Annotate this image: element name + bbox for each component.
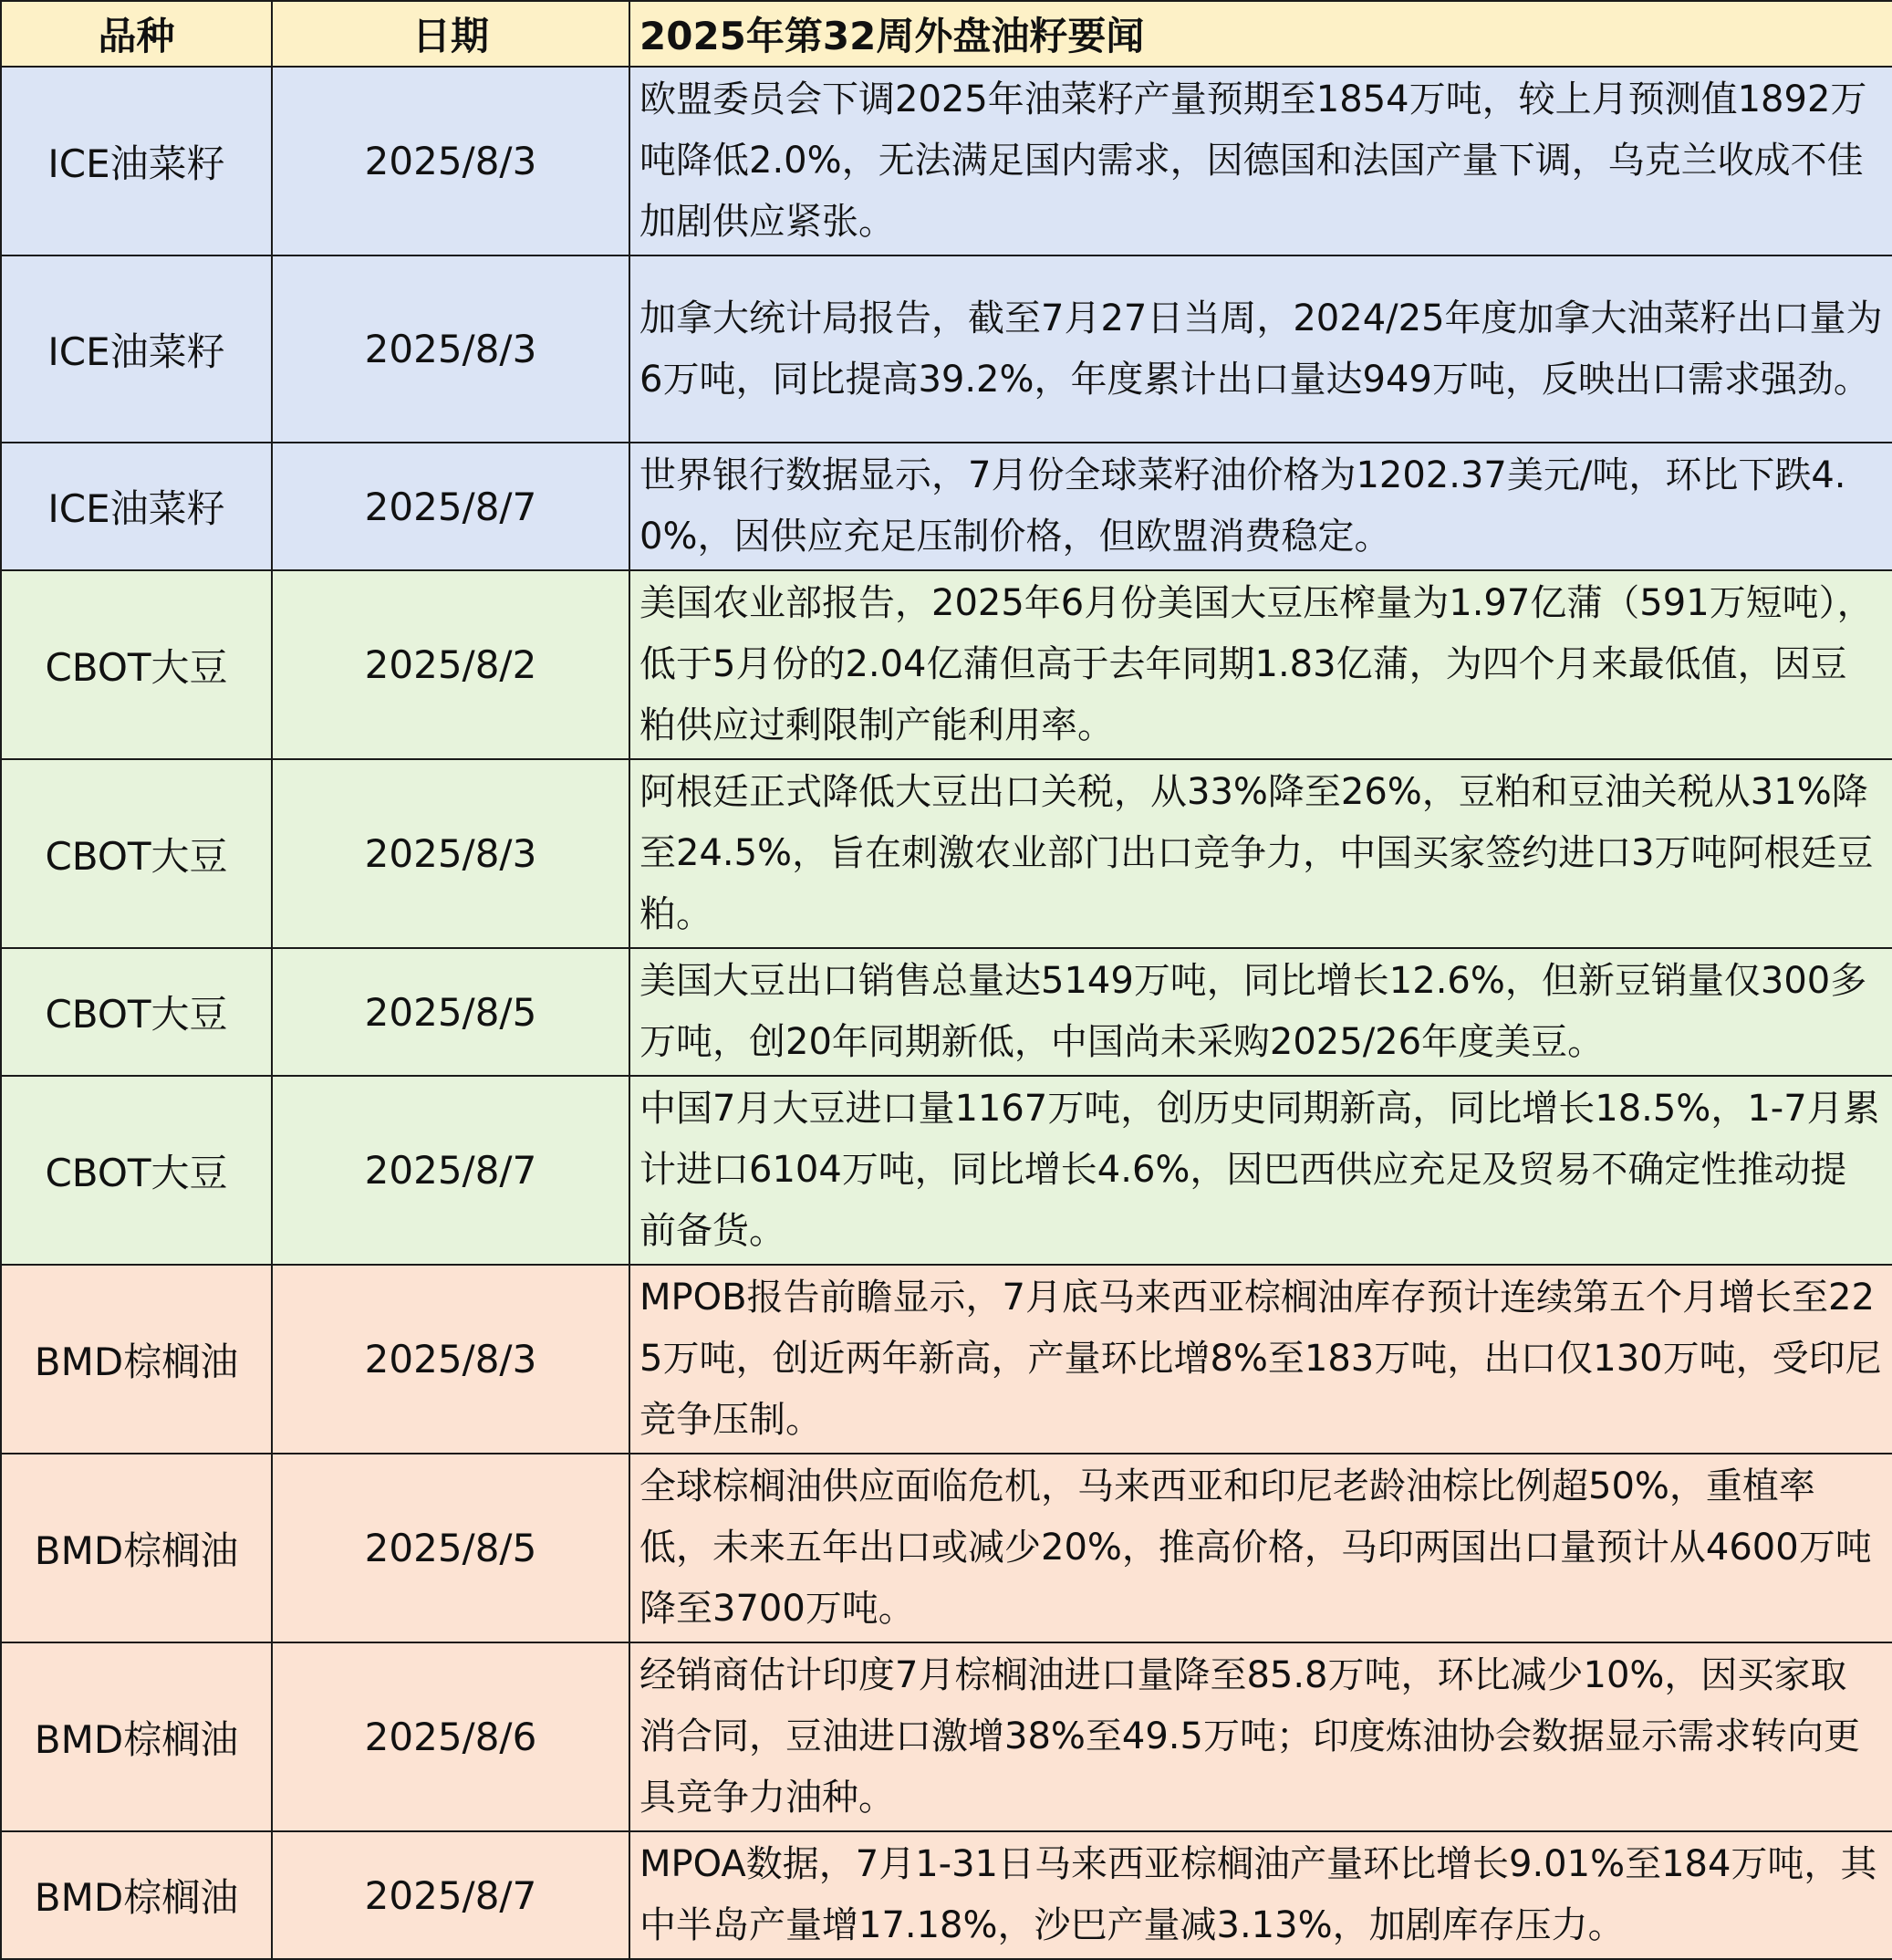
date-cell: 2025/8/3 xyxy=(272,759,629,948)
table-row xyxy=(1,67,1892,255)
variety-cell: CBOT大豆 xyxy=(1,948,272,1076)
header-row xyxy=(1,1,1892,67)
table-row xyxy=(1,1642,1892,1831)
table-row xyxy=(1,1831,1892,1959)
variety-cell: ICE油菜籽 xyxy=(1,67,272,255)
date-cell: 2025/8/2 xyxy=(272,570,629,759)
variety-cell: CBOT大豆 xyxy=(1,1076,272,1265)
date-cell: 2025/8/3 xyxy=(272,255,629,443)
news-cell: 中国7月大豆进口量1167万吨，创历史同期新高，同比增长18.5%，1-7月累计进口6104万吨，同比增长4.6%，因巴西供应充足及贸易不确定性推动提前备货。 xyxy=(629,1076,1892,1265)
variety-cell: CBOT大豆 xyxy=(1,759,272,948)
variety-cell: BMD棕榈油 xyxy=(1,1265,272,1454)
column-header-news: 2025年第32周外盘油籽要闻 xyxy=(629,1,1892,67)
news-cell: 美国农业部报告，2025年6月份美国大豆压榨量为1.97亿蒲（591万短吨），低于5月份的2.04亿蒲但高于去年同期1.83亿蒲，为四个月来最低值，因豆粕供应过剩限制产能利用率。 xyxy=(629,570,1892,759)
date-cell: 2025/8/5 xyxy=(272,1454,629,1642)
table-row xyxy=(1,255,1892,443)
news-cell: MPOA数据，7月1-31日马来西亚棕榈油产量环比增长9.01%至184万吨，其中半岛产量增17.18%，沙巴产量减3.13%，加剧库存压力。 xyxy=(629,1831,1892,1959)
table-row xyxy=(1,1076,1892,1265)
table-row xyxy=(1,570,1892,759)
news-cell: 全球棕榈油供应面临危机，马来西亚和印尼老龄油棕比例超50%，重植率低，未来五年出口或减少20%，推高价格，马印两国出口量预计从4600万吨降至3700万吨。 xyxy=(629,1454,1892,1642)
news-cell: 欧盟委员会下调2025年油菜籽产量预期至1854万吨，较上月预测值1892万吨降低2.0%，无法满足国内需求，因德国和法国产量下调，乌克兰收成不佳加剧供应紧张。 xyxy=(629,67,1892,255)
date-cell: 2025/8/3 xyxy=(272,67,629,255)
date-cell: 2025/8/7 xyxy=(272,1831,629,1959)
news-cell: 加拿大统计局报告，截至7月27日当周，2024/25年度加拿大油菜籽出口量为6万吨，同比提高39.2%，年度累计出口量达949万吨，反映出口需求强劲。 xyxy=(629,255,1892,443)
date-cell: 2025/8/7 xyxy=(272,443,629,570)
table-row xyxy=(1,759,1892,948)
variety-cell: BMD棕榈油 xyxy=(1,1831,272,1959)
date-cell: 2025/8/7 xyxy=(272,1076,629,1265)
variety-cell: BMD棕榈油 xyxy=(1,1642,272,1831)
table-row xyxy=(1,1454,1892,1642)
variety-cell: ICE油菜籽 xyxy=(1,443,272,570)
table-row xyxy=(1,443,1892,570)
column-header-date: 日期 xyxy=(272,1,629,67)
table-row xyxy=(1,948,1892,1076)
news-cell: 阿根廷正式降低大豆出口关税，从33%降至26%，豆粕和豆油关税从31%降至24.5%，旨在刺激农业部门出口竞争力，中国买家签约进口3万吨阿根廷豆粕。 xyxy=(629,759,1892,948)
variety-cell: BMD棕榈油 xyxy=(1,1454,272,1642)
table-row xyxy=(1,1265,1892,1454)
column-header-variety: 品种 xyxy=(1,1,272,67)
news-cell: 美国大豆出口销售总量达5149万吨，同比增长12.6%，但新豆销量仅300多万吨，创20年同期新低，中国尚未采购2025/26年度美豆。 xyxy=(629,948,1892,1076)
news-cell: MPOB报告前瞻显示，7月底马来西亚棕榈油库存预计连续第五个月增长至225万吨，创近两年新高，产量环比增8%至183万吨，出口仅130万吨，受印尼竞争压制。 xyxy=(629,1265,1892,1454)
date-cell: 2025/8/3 xyxy=(272,1265,629,1454)
variety-cell: CBOT大豆 xyxy=(1,570,272,759)
date-cell: 2025/8/5 xyxy=(272,948,629,1076)
news-cell: 经销商估计印度7月棕榈油进口量降至85.8万吨，环比减少10%，因买家取消合同，豆油进口激增38%至49.5万吨；印度炼油协会数据显示需求转向更具竞争力油种。 xyxy=(629,1642,1892,1831)
variety-cell: ICE油菜籽 xyxy=(1,255,272,443)
news-cell: 世界银行数据显示，7月份全球菜籽油价格为1202.37美元/吨，环比下跌4.0%，因供应充足压制价格，但欧盟消费稳定。 xyxy=(629,443,1892,570)
date-cell: 2025/8/6 xyxy=(272,1642,629,1831)
